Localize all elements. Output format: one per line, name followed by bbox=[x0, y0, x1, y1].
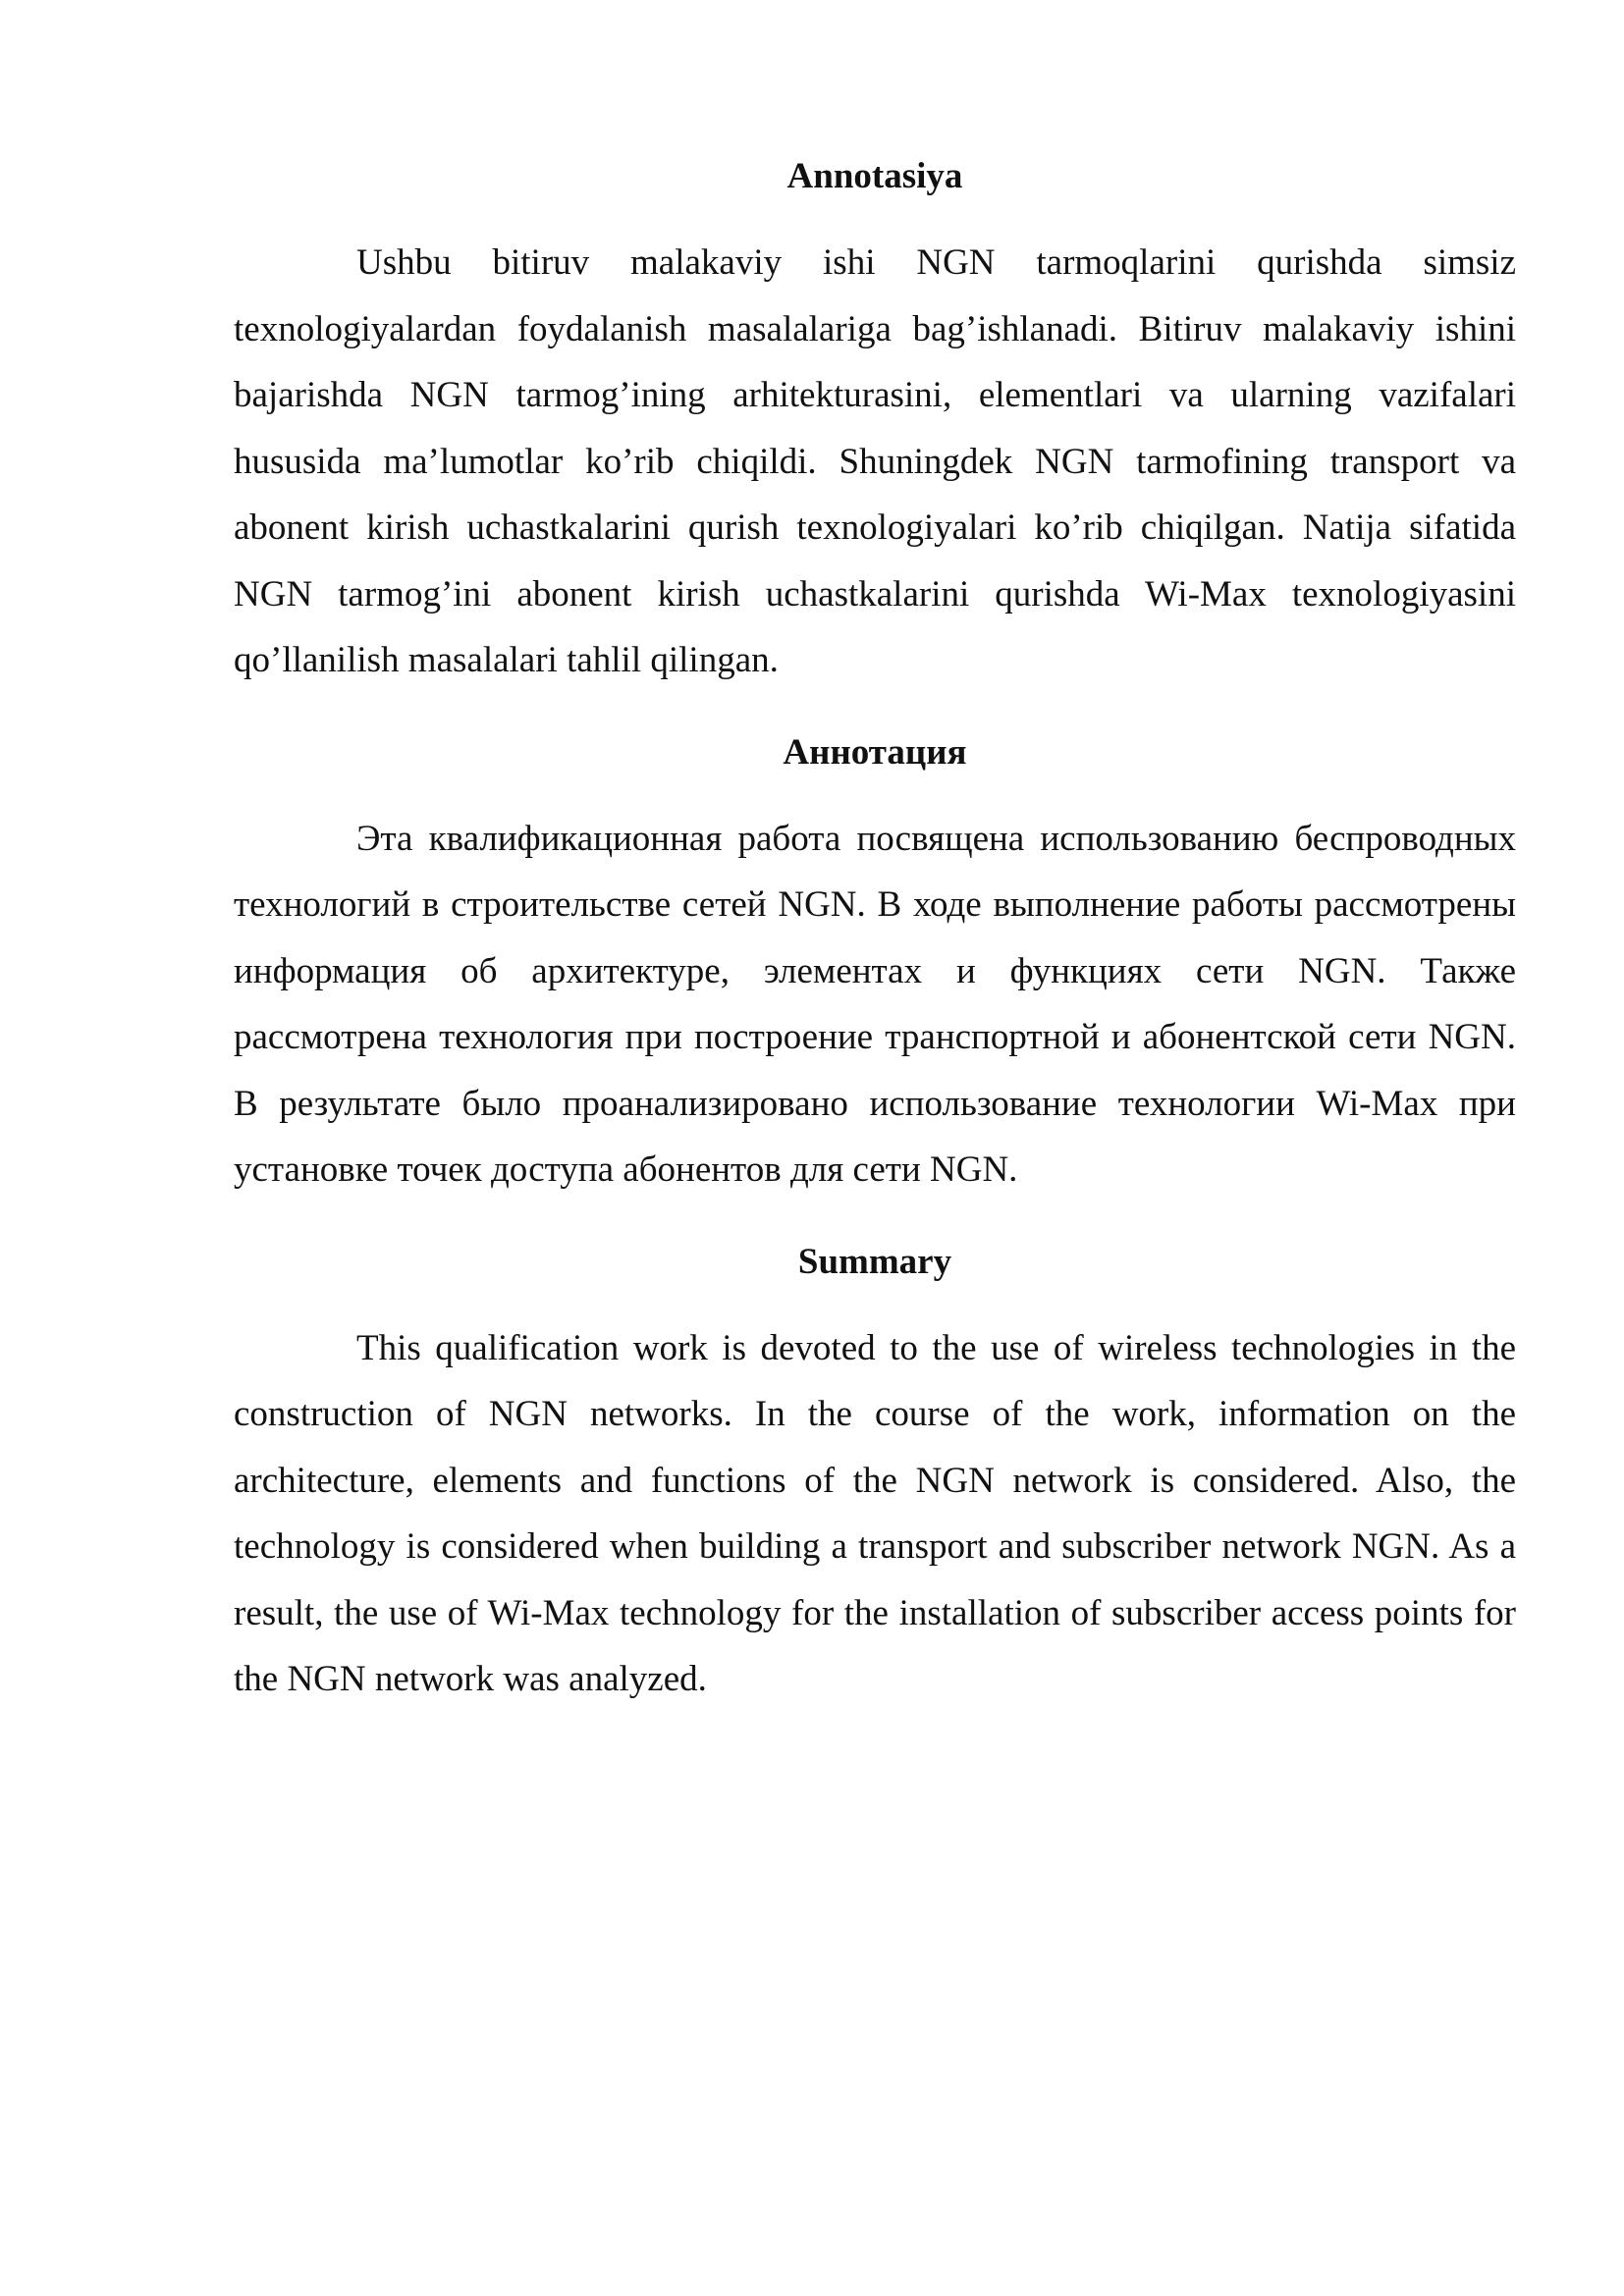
section-heading-english: Summary bbox=[797, 1241, 952, 1282]
section-paragraph-uzbek: Ushbu bitiruv malakaviy ishi NGN tarmoqlarini qurishda simsiz texnologiyalardan foydalanish masalalariga bag’ishlanadi. Bitiruv malakaviy ishini bajarishda NGN tarmog’ining arhitekturasini, elementlari va ularning vazifalari hususida ma’lumotlar ko’rib chiqildi. Shuningdek NGN tarmofining transport va abonent kirish uchastkalarini qurish texnologiyalari ko’rib chiqilgan. Natija sifatida NGN tarmog’ini abonent kirish uchastkalarini qurishda Wi-Max texnologiyasini qo’llanilish masalalari tahlil qilingan. bbox=[234, 242, 1516, 680]
section-heading-russian: Аннотация bbox=[783, 731, 967, 773]
section-paragraph-russian: Эта квалификационная работа посвящена использованию беспроводных технологий в строительстве сетей NGN. В ходе выполнение работы рассмотрены информация об архитектуре, элементах и функциях сети NGN. Также рассмотрена технология при построение транспортной и абонентской сети NGN. В результате было проанализировано использование технологии Wi-Max при установке точек доступа абонентов для сети NGN. bbox=[234, 818, 1516, 1190]
section-heading-uzbek: Annotasiya bbox=[786, 156, 963, 196]
section-paragraph-english: This qualification work is devoted to the use of wireless technologies in the construction of NGN networks. In the course of the work, information on the architecture, elements and functions of the NGN network is considered. Also, the technology is considered when building a transport and subscriber network NGN. As a result, the use of Wi-Max technology for the installation of subscriber access points for the NGN network was analyzed. bbox=[234, 1327, 1516, 1699]
page-content bbox=[234, 147, 1516, 1742]
